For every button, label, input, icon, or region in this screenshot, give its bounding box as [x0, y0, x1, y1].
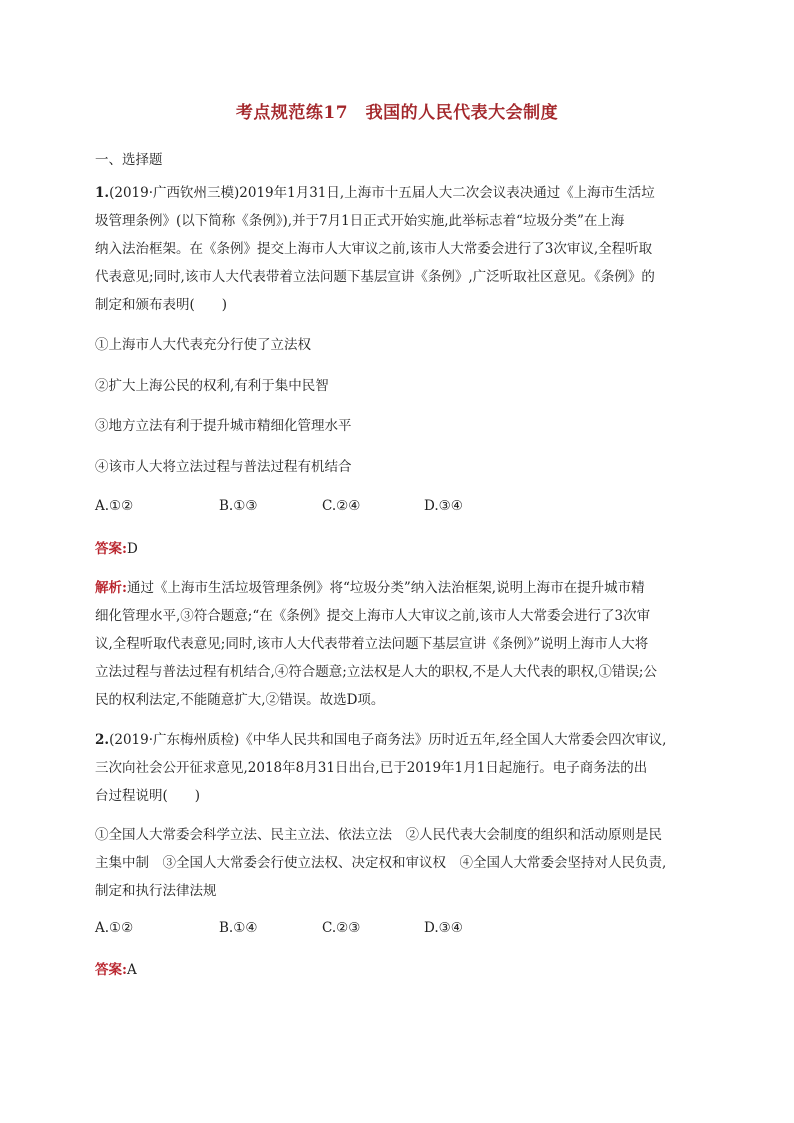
page-title: 考点规范练17 我国的人民代表大会制度 [235, 103, 559, 123]
q2-answer [95, 960, 137, 980]
q2-items-line-3: 制定和执行法律法规 [95, 883, 217, 899]
q1-item-2: ②扩大上海公民的权利,有利于集中民智 [95, 378, 329, 394]
q2-answer-label: 答案: [95, 962, 127, 978]
q2-items-line-1: ①全国人大常委会科学立法、民主立法、依法立法 ②人民代表大会制度的组织和活动原则是民 [95, 827, 662, 843]
q1-line-4: 代表意见;同时,该市人大代表带着立法问题下基层宣讲《条例》,广泛听取社区意见。《条例》的 [95, 269, 655, 285]
q1-item-3: ③地方立法有利于提升城市精细化管理水平 [95, 418, 352, 434]
q1-option-d: D.③④ [424, 498, 463, 514]
q2-number: 2. [95, 732, 110, 748]
q2-items-line-2: 主集中制 ③全国人大常委会行使立法权、决定权和审议权 ④全国人大常委会坚持对人民负责, [95, 855, 667, 871]
q1-item-1: ①上海市人大代表充分行使了立法权 [95, 337, 311, 353]
q1-line-3: 纳入法治框架。在《条例》提交上海市人大审议之前,该市人大常委会进行了3次审议,全程听取 [95, 241, 653, 257]
q1-number: 1. [95, 185, 110, 201]
q1-analysis-line-5: 民的权利法定,不能随意扩大,②错误。故选D项。 [95, 692, 385, 708]
q1-analysis-line-3: 议,全程听取代表意见;同时,该市人大代表带着立法问题下基层宣讲《条例》”说明上海市人大将 [95, 636, 649, 652]
q2-option-d: D.③④ [424, 920, 463, 936]
q1-analysis-line-4: 立法过程与普法过程有机结合,④符合题意;立法权是人大的职权,不是人大代表的职权,①错误;公 [95, 664, 657, 680]
q1-answer-label: 答案: [95, 541, 127, 557]
q1-option-c: C.②④ [322, 498, 361, 514]
q2-line-1 [95, 730, 666, 750]
q2-answer-value: A [126, 962, 137, 978]
q1-line-2: 圾管理条例》(以下简称《条例》),并于7月1日正式开始实施,此举标志着“垃圾分类”在上海 [95, 213, 625, 229]
q1-option-a: A.①② [95, 498, 134, 514]
q2-line-3: 台过程说明( ) [95, 788, 201, 804]
q1-analysis-line-2: 细化管理水平,③符合题意;“在《条例》提交上海市人大审议之前,该市人大常委会进行了3次审 [95, 608, 651, 624]
q2-text-1: (2019·广东梅州质检)《中华人民共和国电子商务法》历时近五年,经全国人大常委会四次审议, [109, 732, 667, 748]
q2-option-b: B.①④ [219, 920, 258, 936]
q2-option-a: A.①② [95, 920, 134, 936]
section-heading: 一、选择题 [95, 152, 163, 168]
q1-answer [95, 539, 138, 559]
q1-line-5: 制定和颁布表明( ) [95, 297, 228, 313]
q1-analysis-label: 解析: [95, 580, 127, 596]
q1-item-4: ④该市人大将立法过程与普法过程有机结合 [95, 459, 352, 475]
q1-answer-value: D [126, 541, 138, 557]
q1-analysis-text-1: 通过《上海市生活垃圾管理条例》将“垃圾分类”纳入法治框架,说明上海市在提升城市精 [126, 580, 645, 596]
q2-line-2: 三次向社会公开征求意见,2018年8月31日出台,已于2019年1月1日起施行。电子商务法的出 [95, 760, 648, 776]
q1-line-1 [95, 183, 655, 203]
q1-analysis-line-1 [95, 578, 645, 598]
q1-option-b: B.①③ [219, 498, 258, 514]
q1-text-1: (2019·广西钦州三模)2019年1月31日,上海市十五届人大二次会议表决通过《上海市生活垃 [109, 185, 655, 201]
q2-option-c: C.②③ [322, 920, 361, 936]
